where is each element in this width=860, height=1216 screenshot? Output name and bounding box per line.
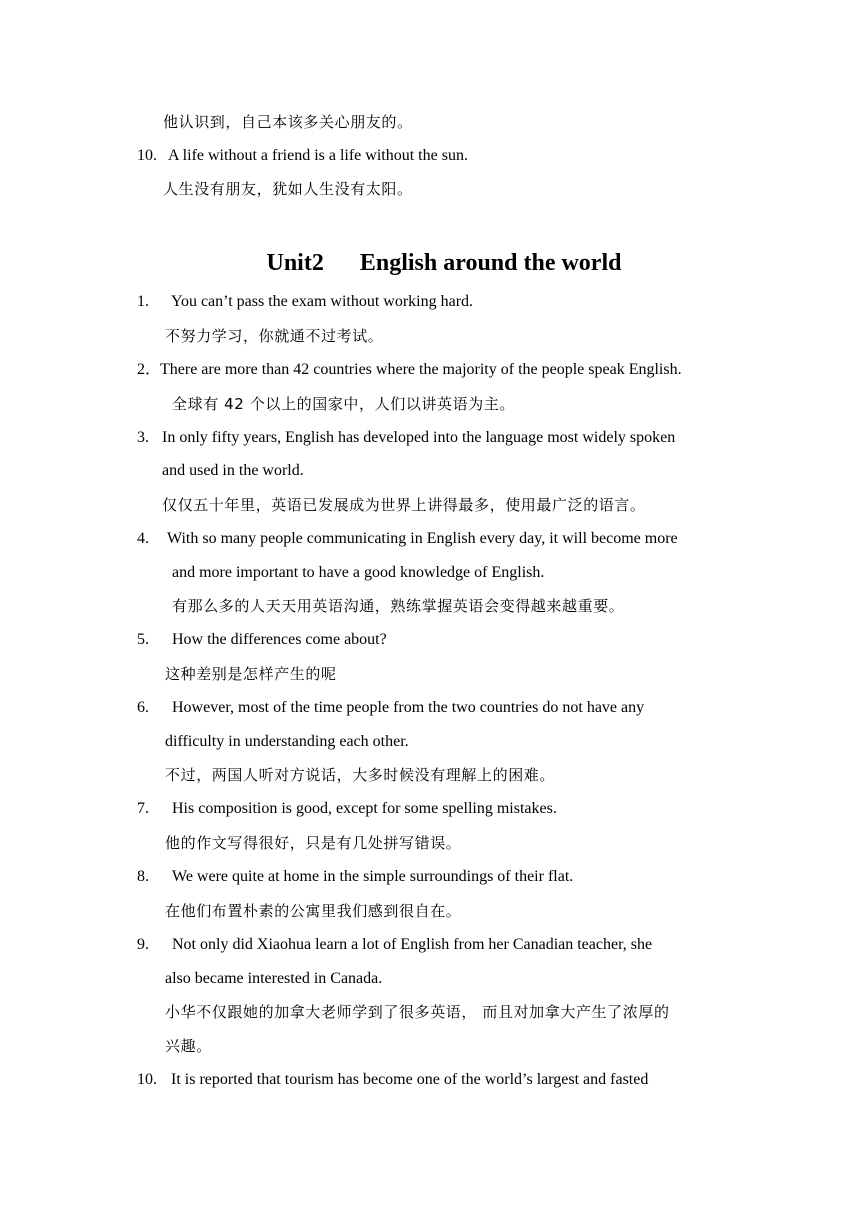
- item-7-number: 7.: [137, 800, 149, 817]
- item-9-translation-line-2: 兴趣。: [165, 1037, 212, 1055]
- item-8-english: We were quite at home in the simple surroundings of their flat.: [172, 868, 574, 885]
- item-6-english-line-1: However, most of the time people from the two countries do not have any: [172, 699, 645, 716]
- item-1-english: You can’t pass the exam without working hard.: [171, 293, 474, 310]
- item-8-number: 8.: [137, 868, 149, 885]
- item-3-english-line-2: and used in the world.: [162, 462, 304, 479]
- unit-title: Unit2 English around the world: [266, 250, 622, 276]
- sentence-9-translation: 他认识到，自己本该多关心朋友的。: [163, 113, 413, 131]
- item-3-translation: 仅仅五十年里，英语已发展成为世界上讲得最多，使用最广泛的语言。: [162, 496, 646, 514]
- item-4-number: 4.: [137, 530, 149, 547]
- item-5-english: How the differences come about?: [172, 631, 387, 648]
- item-4-english-line-1: With so many people communicating in English every day, it will become more: [167, 530, 678, 547]
- item-6-translation: 不过，两国人听对方说话，大多时候没有理解上的困难。: [165, 766, 556, 784]
- sentence-10-translation: 人生没有朋友，犹如人生没有太阳。: [163, 180, 413, 198]
- item-8-translation: 在他们布置朴素的公寓里我们感到很自在。: [165, 902, 462, 920]
- item-7-translation: 他的作文写得很好，只是有几处拼写错误。: [165, 834, 462, 852]
- item-6-number: 6.: [137, 699, 149, 716]
- item-10-english: It is reported that tourism has become one of the world’s largest and fasted: [171, 1071, 649, 1088]
- item-4-english-line-2: and more important to have a good knowledge of English.: [172, 564, 545, 581]
- item-4-translation: 有那么多的人天天用英语沟通，熟练掌握英语会变得越来越重要。: [172, 597, 625, 615]
- item-5-number: 5.: [137, 631, 149, 648]
- item-6-english-line-2: difficulty in understanding each other.: [165, 733, 409, 750]
- item-5-translation: 这种差别是怎样产生的呢: [165, 665, 337, 683]
- item-10-number: 10.: [137, 1071, 157, 1088]
- item-2-english: There are more than 42 countries where the majority of the people speak English.: [160, 361, 682, 378]
- item-9-english-line-1: Not only did Xiaohua learn a lot of English from her Canadian teacher, she: [172, 936, 653, 953]
- item-2-number: 2．: [137, 361, 162, 378]
- item-2-translation: 全球有 42 个以上的国家中，人们以讲英语为主。: [172, 395, 516, 413]
- item-1-number: 1.: [137, 293, 149, 310]
- sentence-10-number: 10.: [137, 147, 157, 164]
- item-7-english: His composition is good, except for some spelling mistakes.: [172, 800, 557, 817]
- item-9-translation-line-1: 小华不仅跟她的加拿大老师学到了很多英语， 而且对加拿大产生了浓厚的: [165, 1003, 670, 1021]
- sentence-10-english: A life without a friend is a life without the sun.: [168, 147, 468, 164]
- item-3-english-line-1: In only fifty years, English has developed into the language most widely spoken: [162, 429, 676, 446]
- item-1-translation: 不努力学习，你就通不过考试。: [165, 327, 384, 345]
- item-9-english-line-2: also became interested in Canada.: [165, 970, 383, 987]
- item-3-number: 3.: [137, 429, 149, 446]
- item-9-number: 9.: [137, 936, 149, 953]
